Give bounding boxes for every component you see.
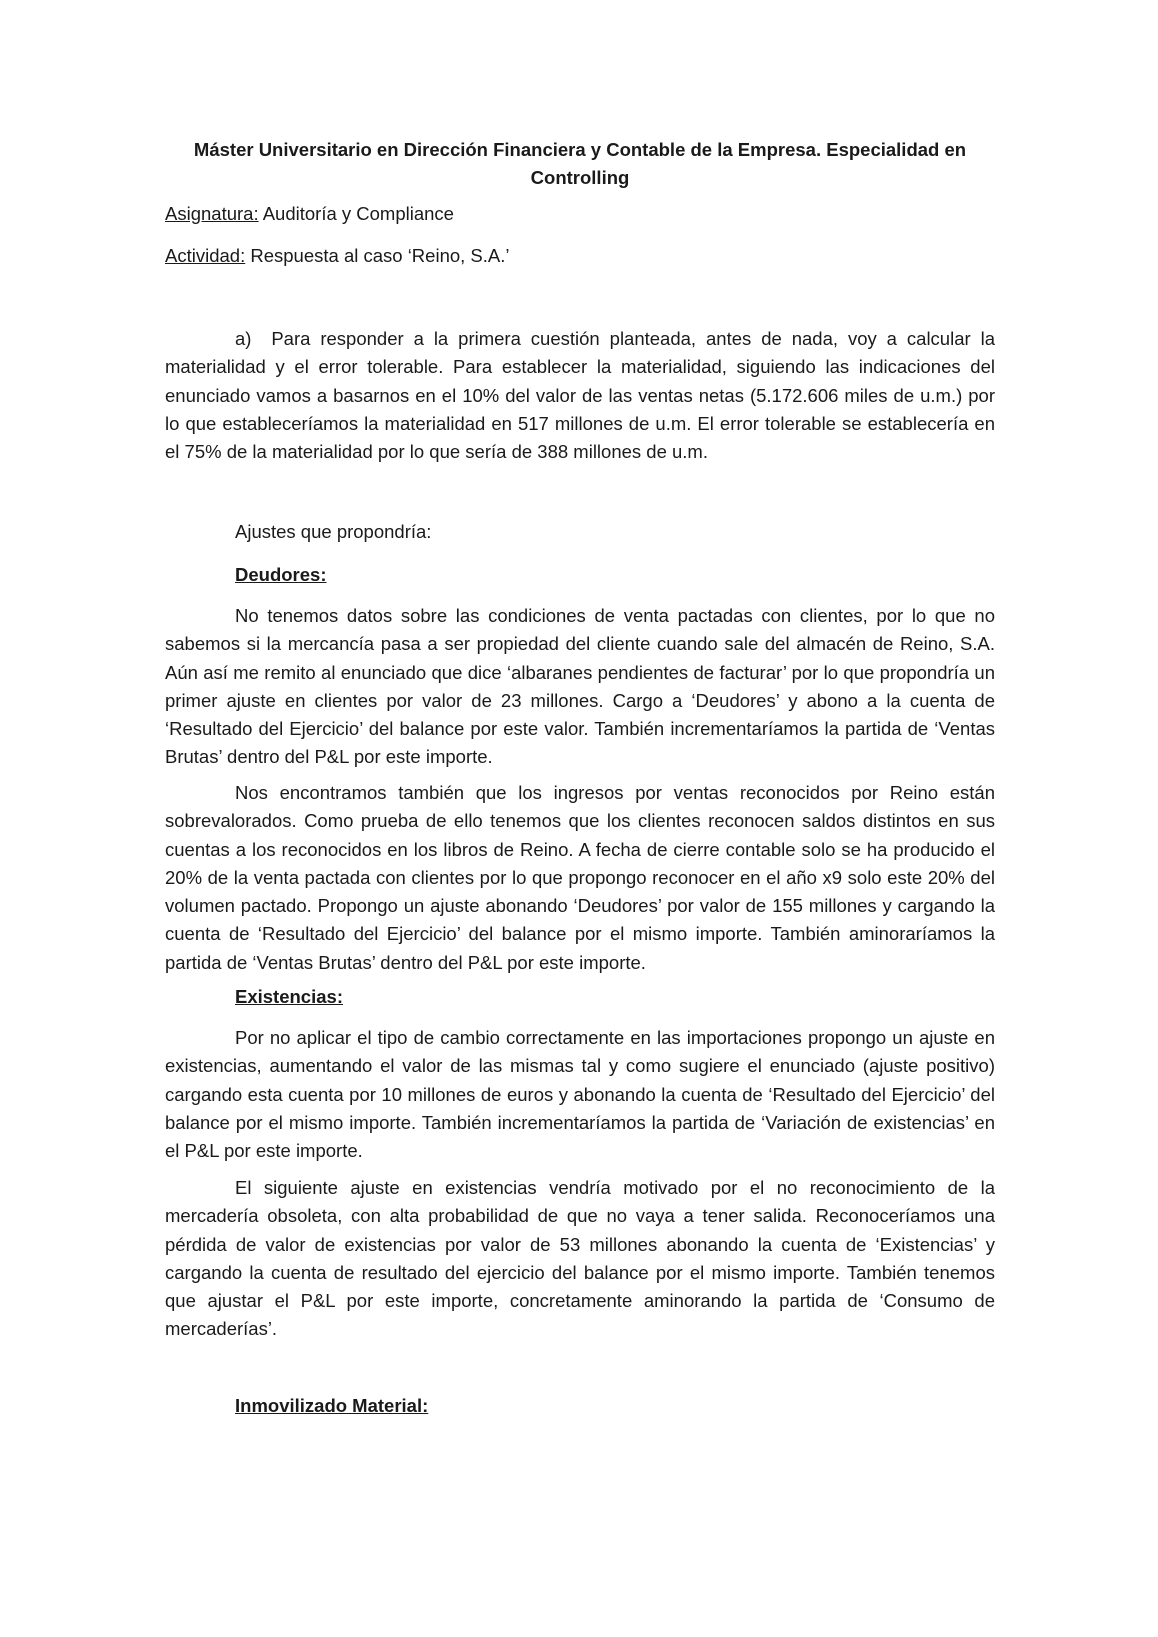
asignatura-value: Auditoría y Compliance (258, 203, 454, 224)
paragraph-existencias-2: El siguiente ajuste en existencias vendría motivado por el no reconocimiento de la mercadería obsoleta, con alta probabilidad de que no vaya a tener salida. Reconoceríamos una pérdida de valor de existencias por valor de 53 millones abonando la cuenta de ‘Existencias’ y cargando la cuenta de resultado del ejercicio del balance por el mismo importe. También tenemos que ajustar el P&L por este importe, concretamente aminorando la partida de ‘Consumo de mercaderías’. (165, 1177, 995, 1340)
paragraph-deudores-2: Nos encontramos también que los ingresos por ventas reconocidos por Reino están sobrevalorados. Como prueba de ello tenemos que los clientes reconocen saldos distintos en sus cuentas a los reconocidos en los libros de Reino. A fecha de cierre contable solo se ha producido el 20% de la venta pactada con clientes por lo que propongo reconocer en el año x9 solo este 20% del volumen pactado. Propongo un ajuste abonando ‘Deudores’ por valor de 155 millones y cargando la cuenta de ‘Resultado del Ejercicio’ del balance por el mismo importe. También aminoraríamos la partida de ‘Ventas Brutas’ dentro del P&L por este importe. (165, 782, 995, 973)
paragraph-existencias-1: Por no aplicar el tipo de cambio correctamente en las importaciones propongo un ajuste en existencias, aumentando el valor de las mismas tal y como sugiere el enunciado (ajuste positivo) cargando esta cuenta por 10 millones de euros y abonando la cuenta de ‘Resultado del Ejercicio’ del balance por el mismo importe. También incrementaríamos la partida de ‘Variación de existencias’ en el P&L por este importe. (165, 1027, 995, 1162)
asignatura-label: Asignatura: (165, 203, 259, 224)
ajustes-intro: Ajustes que propondría: (235, 521, 432, 542)
heading-existencias: Existencias: (235, 986, 343, 1007)
heading-deudores: Deudores: (235, 564, 327, 585)
paragraph-a: a) Para responder a la primera cuestión planteada, antes de nada, voy a calcular la materialidad y el error tolerable. Para establecer la materialidad, siguiendo las indicaciones del enunciado vamos a basarnos en el 10% del valor de las ventas netas (5.172.606 miles de u.m.) por lo que estableceríamos la materialidad en 517 millones de u.m. El error tolerable se establecería en el 75% de la materialidad por lo que sería de 388 millones de u.m. (165, 328, 995, 463)
paragraph-deudores-1: No tenemos datos sobre las condiciones de venta pactadas con clientes, por lo que no sabemos si la mercancía pasa a ser propiedad del cliente cuando sale del almacén de Reino, S.A. Aún así me remito al enunciado que dice ‘albaranes pendientes de facturar’ por lo que propondría un primer ajuste en clientes por valor de 23 millones. Cargo a ‘Deudores’ y abono a la cuenta de ‘Resultado del Ejercicio’ del balance por este valor. También incrementaríamos la partida de ‘Ventas Brutas’ dentro del P&L por este importe. (165, 605, 995, 768)
document-title: Máster Universitario en Dirección Financiera y Contable de la Empresa. Especialidad en Controlling (193, 139, 967, 188)
heading-inmovilizado: Inmovilizado Material: (235, 1395, 429, 1416)
actividad-label: Actividad: (165, 245, 246, 266)
actividad-value: Respuesta al caso ‘Reino, S.A.’ (245, 245, 510, 266)
asignatura-line (165, 201, 454, 227)
actividad-line (165, 243, 510, 269)
